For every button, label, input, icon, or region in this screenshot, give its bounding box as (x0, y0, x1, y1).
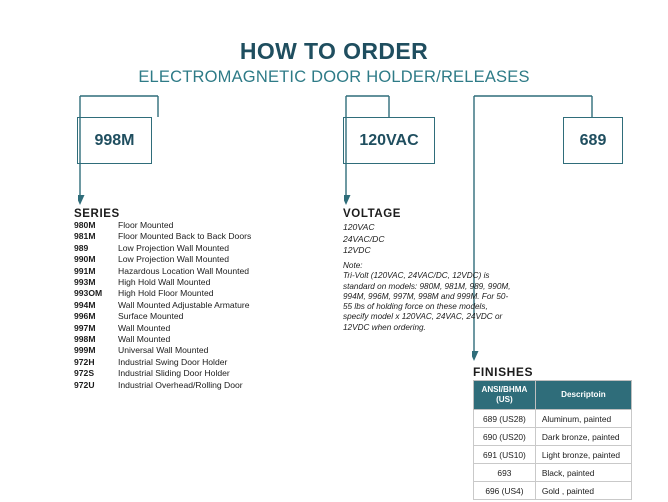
series-desc: Industrial Sliding Door Holder (118, 368, 230, 379)
list-item (74, 357, 334, 368)
table-row (474, 446, 632, 464)
series-desc: Industrial Overhead/Rolling Door (118, 379, 243, 390)
finish-desc: Light bronze, painted (535, 446, 631, 464)
series-desc: Universal Wall Mounted (118, 345, 209, 356)
series-desc: Wall Mounted (118, 334, 171, 345)
series-code: 991M (74, 265, 96, 276)
list-item: 12VDC (343, 245, 371, 255)
finish-desc: Gold , painted (535, 482, 631, 500)
list-item (74, 323, 334, 334)
list-item (74, 288, 334, 299)
table-row (474, 482, 632, 500)
list-item (74, 368, 334, 379)
series-desc: Low Projection Wall Mounted (118, 254, 229, 265)
list-item (74, 380, 334, 391)
series-code: 989 (74, 242, 89, 253)
list-item: 24VAC/DC (343, 233, 385, 244)
series-heading: SERIES (74, 208, 120, 220)
list-item (74, 220, 334, 231)
page-subtitle: ELECTROMAGNETIC DOOR HOLDER/RELEASES (138, 68, 530, 86)
series-code: 993OM (74, 288, 103, 299)
series-code: 994M (74, 299, 96, 310)
list-item (74, 300, 334, 311)
series-code: 996M (74, 311, 96, 322)
series-desc: Hazardous Location Wall Mounted (118, 265, 250, 276)
series-code: 981M (74, 231, 96, 242)
series-desc: Surface Mounted (118, 311, 184, 322)
series-code: 997M (74, 322, 96, 333)
table-row (474, 464, 632, 482)
finish-code: 690 (US20) (474, 428, 536, 446)
finish-code-box: 689 (563, 117, 623, 164)
series-code: 998M (74, 334, 96, 345)
finishes-heading: FINISHES (473, 365, 534, 379)
series-code: 972S (74, 368, 95, 379)
series-desc: Industrial Swing Door Holder (118, 356, 228, 367)
finishes-table (473, 380, 632, 500)
voltage-note-text: Tri-Volt (120VAC, 24VAC/DC, 12VDC) is standard on models: 980M, 981M, 989, 990M, 994M, 996M, 997M, 998M and 999M. For 50-55 lbs of holding force on these models, specify model x 120VAC, 24VAC, 24VDC or 12VDC when ordering. (343, 271, 511, 332)
series-desc: High Hold Floor Mounted (118, 288, 214, 299)
series-code: 990M (74, 254, 96, 265)
list-item (74, 345, 334, 356)
list-item: 120VAC (343, 222, 375, 232)
list-item (74, 254, 334, 265)
list-item (74, 311, 334, 322)
voltage-list (343, 222, 513, 257)
series-code: 993M (74, 277, 96, 288)
finish-desc: Aluminum, painted (535, 410, 631, 428)
series-code: 972H (74, 356, 95, 367)
voltage-heading: VOLTAGE (343, 208, 402, 220)
series-desc: Wall Mounted (118, 322, 171, 333)
table-header-row (474, 381, 632, 410)
voltage-note (343, 261, 511, 333)
list-item (74, 334, 334, 345)
table-row (474, 410, 632, 428)
finish-code: 691 (US10) (474, 446, 536, 464)
finish-desc: Black, painted (535, 464, 631, 482)
series-code: 999M (74, 345, 96, 356)
series-desc: Low Projection Wall Mounted (118, 242, 229, 253)
finish-code: 689 (US28) (474, 410, 536, 428)
column-header-description: Descriptoin (535, 381, 631, 410)
finish-code: 693 (474, 464, 536, 482)
series-code: 972U (74, 379, 95, 390)
series-code-box: 998M (77, 117, 152, 164)
series-code: 980M (74, 220, 96, 230)
page-title: HOW TO ORDER (239, 38, 429, 64)
series-desc: Floor Mounted Back to Back Doors (118, 231, 252, 242)
series-desc: Wall Mounted Adjustable Armature (118, 299, 250, 310)
finish-code: 696 (US4) (474, 482, 536, 500)
list-item (74, 277, 334, 288)
list-item (74, 266, 334, 277)
voltage-note-label: Note: (343, 261, 363, 270)
column-header-ansi: ANSI/BHMA (US) (474, 381, 536, 410)
list-item (74, 231, 334, 242)
list-item (74, 243, 334, 254)
voltage-code-box: 120VAC (343, 117, 435, 164)
finish-desc: Dark bronze, painted (535, 428, 631, 446)
series-desc: Floor Mounted (118, 220, 174, 230)
series-desc: High Hold Wall Mounted (118, 277, 211, 288)
table-row (474, 428, 632, 446)
series-list (74, 220, 334, 391)
